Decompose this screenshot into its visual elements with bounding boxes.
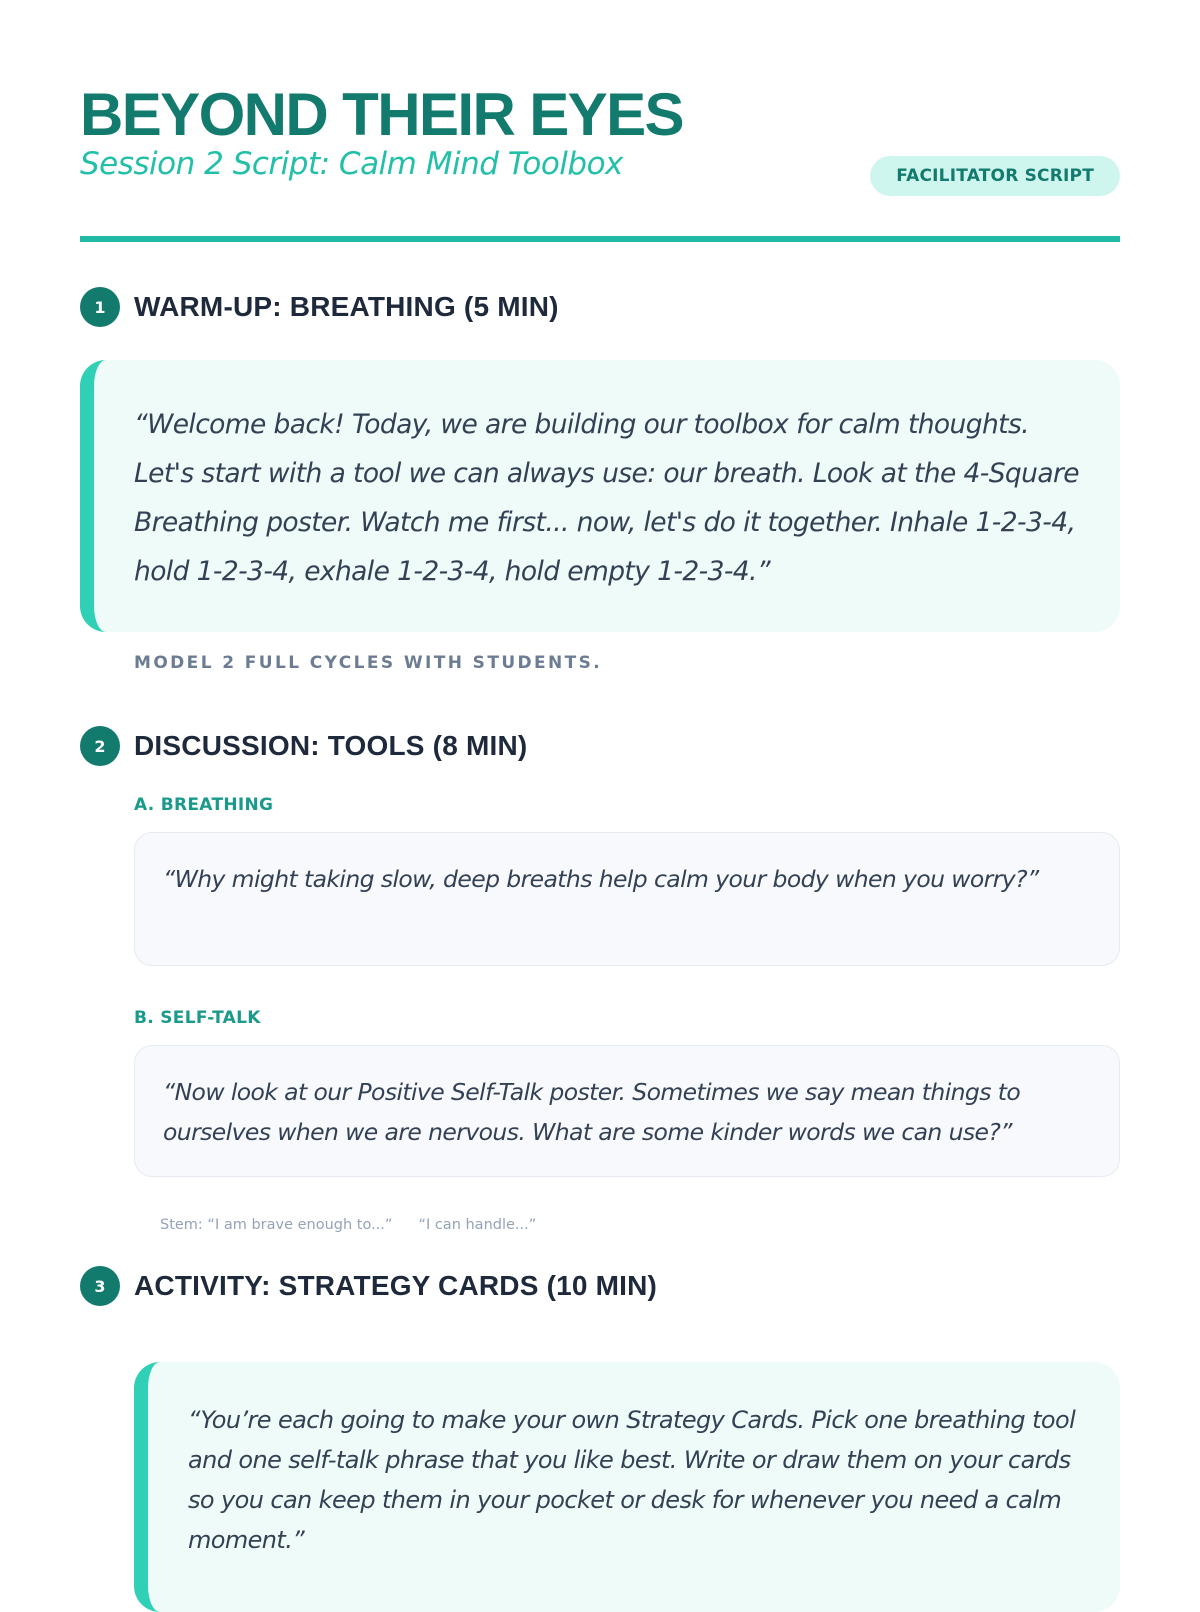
section-1-title: WARM-UP: BREATHING (5 MIN) [134,291,559,322]
facilitator-note: MODEL 2 FULL CYCLES WITH STUDENTS. [134,653,603,673]
script-page [80,80,1120,1554]
self-talk-prompt-card [134,1045,1120,1177]
step-number-3: 3 [80,1266,120,1306]
page-header [80,80,1120,242]
section-3-heading [80,1266,657,1306]
facilitator-badge: FACILITATOR SCRIPT [870,156,1120,196]
self-talk-prompt: “Now look at our Positive Self-Talk poster. Sometimes we say mean things to ourselves when we are nervous. What are some kinder words we can use?” [163,1078,1021,1146]
subsection-label-breathing: A. BREATHING [134,795,274,815]
section-1-heading [80,287,559,327]
breathing-prompt: “Why might taking slow, deep breaths help calm your body when you worry?” [163,865,1039,893]
section-3-title: ACTIVITY: STRATEGY CARDS (10 MIN) [134,1270,658,1301]
sentence-stem: “I can handle...” [418,1217,537,1233]
subsection-label-self-talk: B. SELF-TALK [134,1008,261,1028]
warmup-quote-card [80,360,1120,632]
section-2-heading [80,726,527,766]
section-2-title: DISCUSSION: TOOLS (8 MIN) [134,730,528,761]
sentence-stem: Stem: “I am brave enough to...” [160,1217,393,1233]
warmup-quote: “Welcome back! Today, we are building our toolbox for calm thoughts. Let's start with a tool we can always use: our breath. Look at the 4-Square Breathing poster. Watch me first... now, let's do it together. Inhale 1-2-3-4, hold 1-2-3-4, exhale 1-2-3-4, hold empty 1-2-3-4.” [134,409,1079,587]
sentence-stems [160,1217,536,1233]
page-subtitle: Session 2 Script: Calm Mind Toolbox [80,146,623,182]
breathing-prompt-card [134,832,1120,966]
activity-quote-card [134,1362,1120,1612]
activity-quote: “You’re each going to make your own Strategy Cards. Pick one breathing tool and one self-talk phrase that you like best. Write or draw them on your cards so you can keep them in your pocket or desk for whenever you need a calm moment.” [188,1406,1076,1554]
page-title: BEYOND THEIR EYES [80,81,683,148]
step-number-2: 2 [80,726,120,766]
step-number-1: 1 [80,287,120,327]
